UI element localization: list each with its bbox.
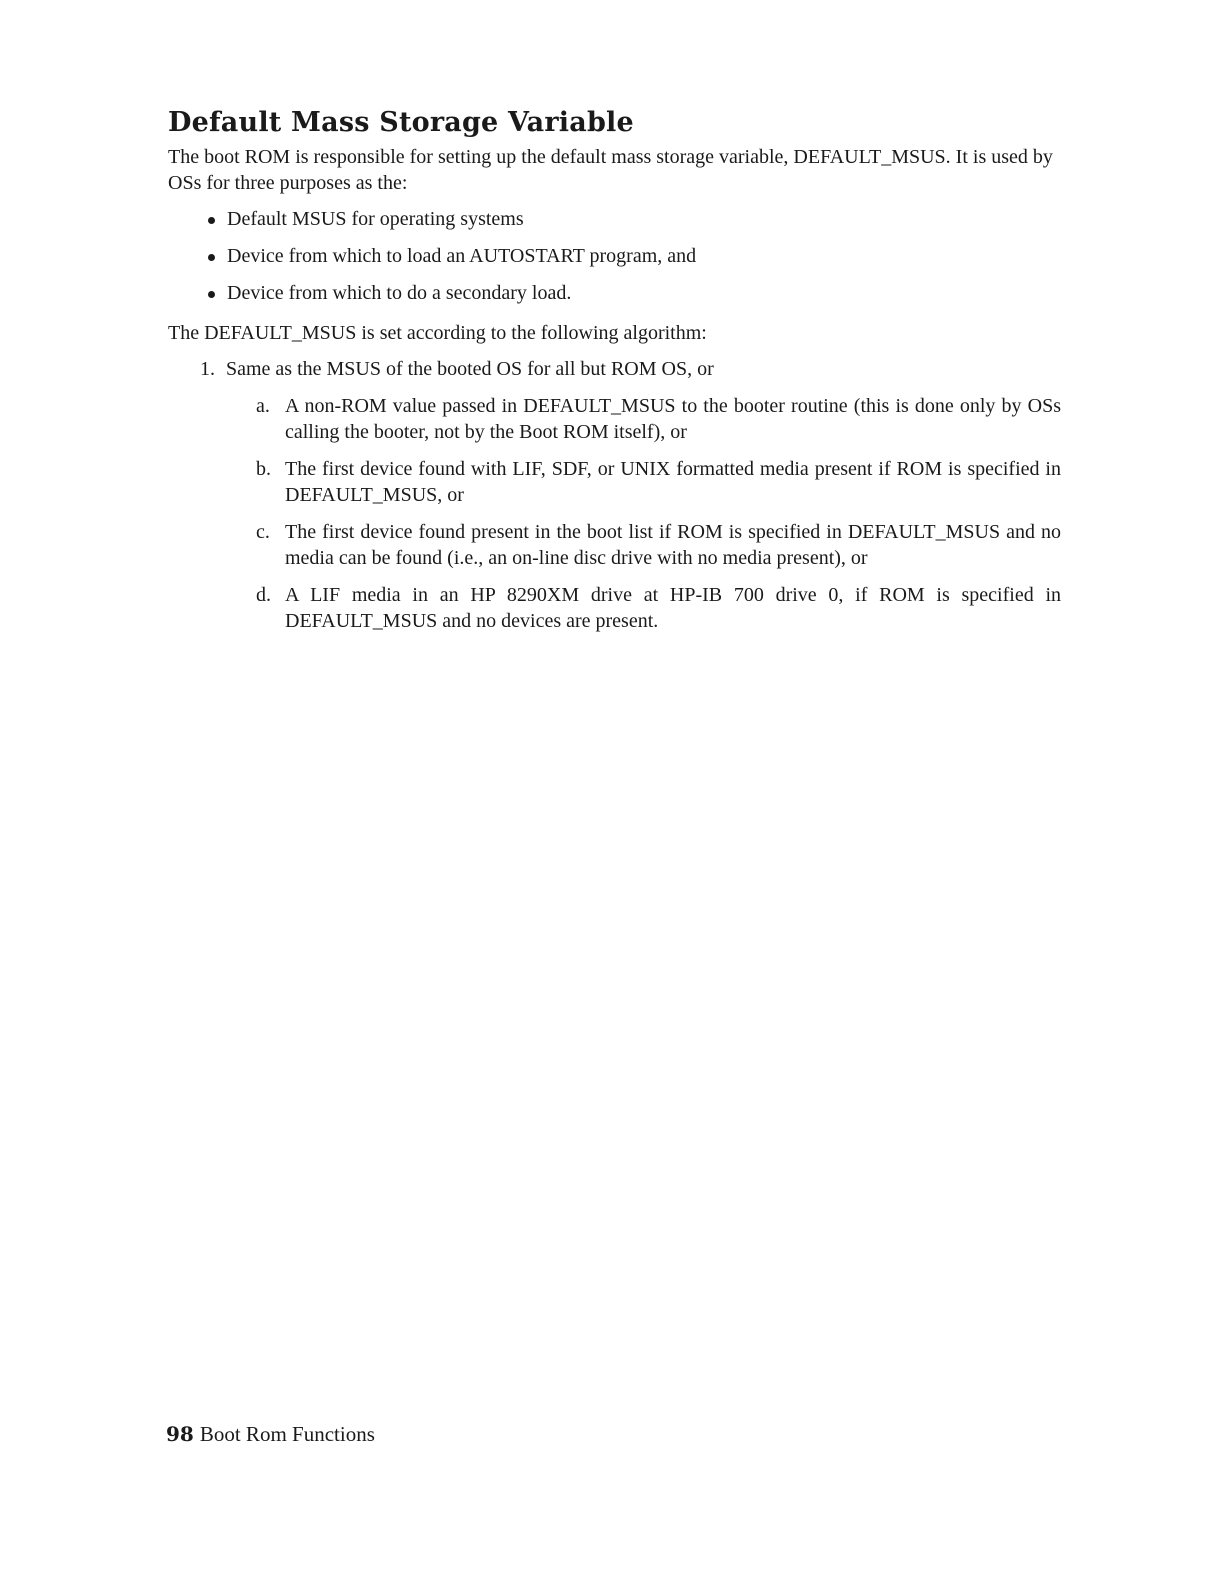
- sub-step-text: The first device found present in the boot list if ROM is specified in DEFAULT_MSUS and no media can be found (i.e., an on-line disc drive with no media present), or: [285, 521, 1061, 569]
- sub-step: [226, 393, 1061, 445]
- sub-step-text: The first device found with LIF, SDF, or UNIX formatted media present if ROM is specified in DEFAULT_MSUS, or: [285, 458, 1061, 506]
- bullet-icon: [208, 254, 215, 261]
- list-item: [168, 280, 1061, 306]
- list-item-text: Device from which to do a secondary load.: [227, 282, 572, 304]
- sub-step: [226, 456, 1061, 508]
- list-item-text: Device from which to load an AUTOSTART program, and: [227, 245, 697, 267]
- sub-step-text: A non-ROM value passed in DEFAULT_MSUS to the booter routine (this is done only by OSs calling the booter, not by the Boot ROM itself), or: [285, 395, 1061, 443]
- list-item: [168, 243, 1061, 269]
- section-title: Default Mass Storage Variable: [168, 107, 634, 138]
- step-text: Same as the MSUS of the booted OS for all but ROM OS, or: [226, 358, 714, 380]
- bullet-icon: [208, 291, 215, 298]
- list-item: [168, 206, 1061, 232]
- list-item-text: Default MSUS for operating systems: [227, 208, 524, 230]
- sub-step: [226, 582, 1061, 634]
- step-number: 1.: [200, 358, 215, 380]
- sub-step-letter: b.: [256, 458, 271, 480]
- intro-paragraph: The boot ROM is responsible for setting up the default mass storage variable, DEFAULT_MSUS. It is used by OSs for three purposes as the:: [168, 146, 1053, 194]
- algorithm-steps: [168, 356, 1061, 634]
- algorithm-step: [168, 356, 1061, 634]
- bullet-icon: [208, 217, 215, 224]
- sub-step-text: A LIF media in an HP 8290XM drive at HP-IB 700 drive 0, if ROM is specified in DEFAULT_MSUS and no devices are present.: [285, 584, 1061, 632]
- sub-step-letter: c.: [256, 521, 270, 543]
- sub-step-letter: a.: [256, 395, 270, 417]
- algorithm-intro: The DEFAULT_MSUS is set according to the following algorithm:: [168, 322, 707, 344]
- page-content: [168, 106, 1061, 645]
- sub-step-letter: d.: [256, 584, 271, 606]
- purpose-list: [168, 206, 1061, 306]
- sub-step: [226, 519, 1061, 571]
- page-number: 98: [166, 1422, 194, 1446]
- running-title: Boot Rom Functions: [199, 1422, 375, 1446]
- page-footer: [166, 1420, 375, 1448]
- step-sublist: [226, 393, 1061, 634]
